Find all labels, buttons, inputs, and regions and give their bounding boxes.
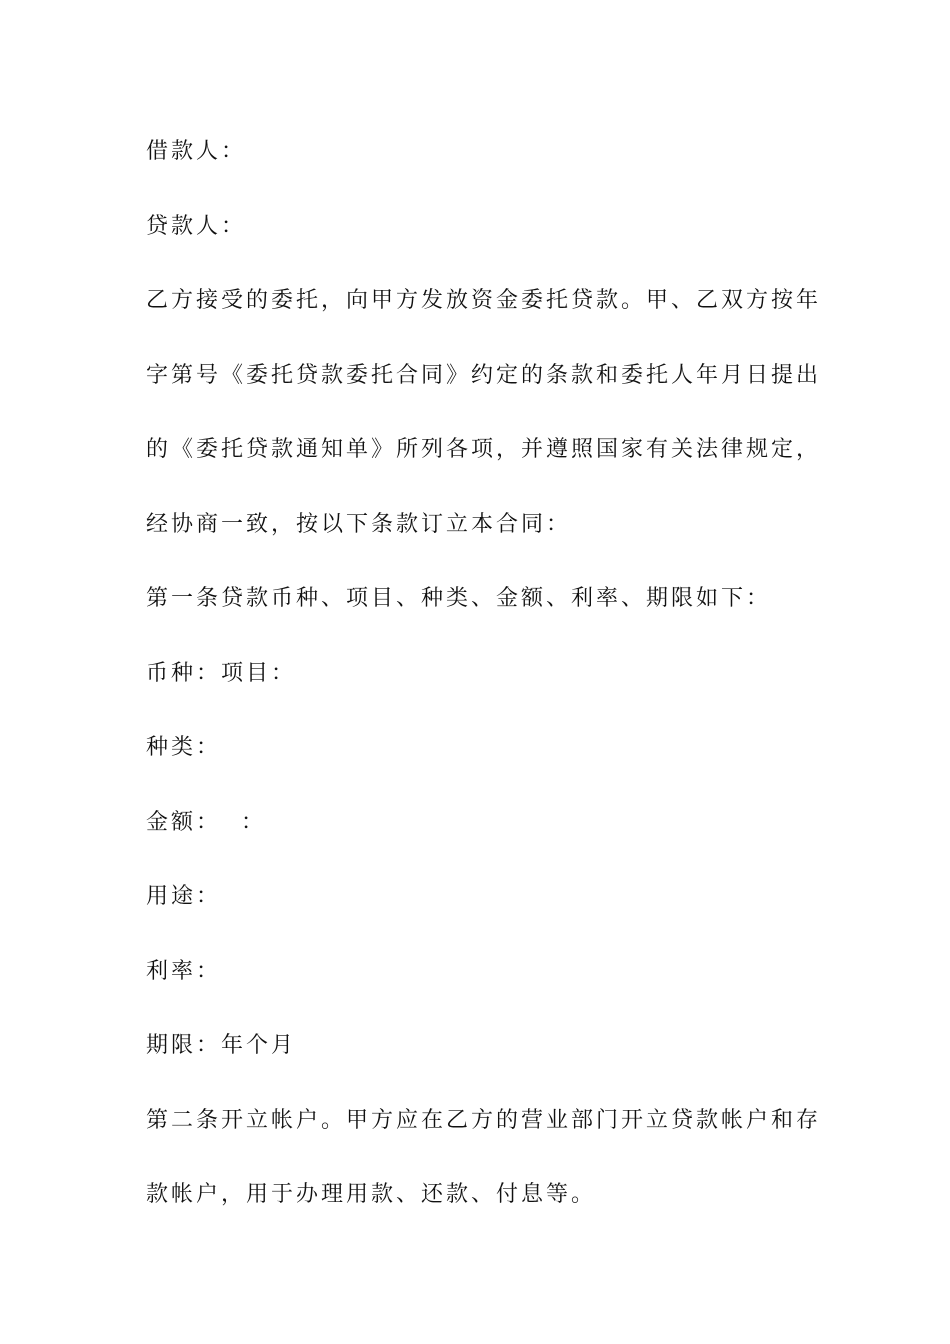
purpose-line: 用途： bbox=[146, 884, 222, 909]
article-one-heading: 第一条贷款币种、项目、种类、金额、利率、期限如下： bbox=[146, 586, 772, 611]
paragraph-line: 的《委托贷款通知单》所列各项，并遵照国家有关法律规定， bbox=[146, 437, 822, 462]
interest-rate-line: 利率： bbox=[146, 958, 222, 984]
borrower-line: 借款人： bbox=[146, 139, 247, 164]
amount-line: 金额： ： bbox=[146, 809, 266, 835]
paragraph-line: 乙方接受的委托，向甲方发放资金委托贷款。甲、乙双方按年 bbox=[146, 288, 822, 313]
type-line: 种类： bbox=[146, 735, 222, 760]
article-two-line: 第二条开立帐户。甲方应在乙方的营业部门开立贷款帐户和存 bbox=[146, 1107, 822, 1133]
term-line: 期限：年个月 bbox=[146, 1033, 297, 1058]
paragraph-line: 字第号《委托贷款委托合同》约定的条款和委托人年月日提出 bbox=[146, 362, 822, 388]
lender-line: 贷款人： bbox=[146, 213, 247, 239]
article-two-line: 款帐户，用于办理用款、还款、付息等。 bbox=[146, 1182, 597, 1207]
document-body bbox=[146, 132, 826, 1250]
currency-project-line: 币种：项目： bbox=[146, 660, 297, 686]
paragraph-line: 经协商一致，按以下条款订立本合同： bbox=[146, 511, 572, 537]
